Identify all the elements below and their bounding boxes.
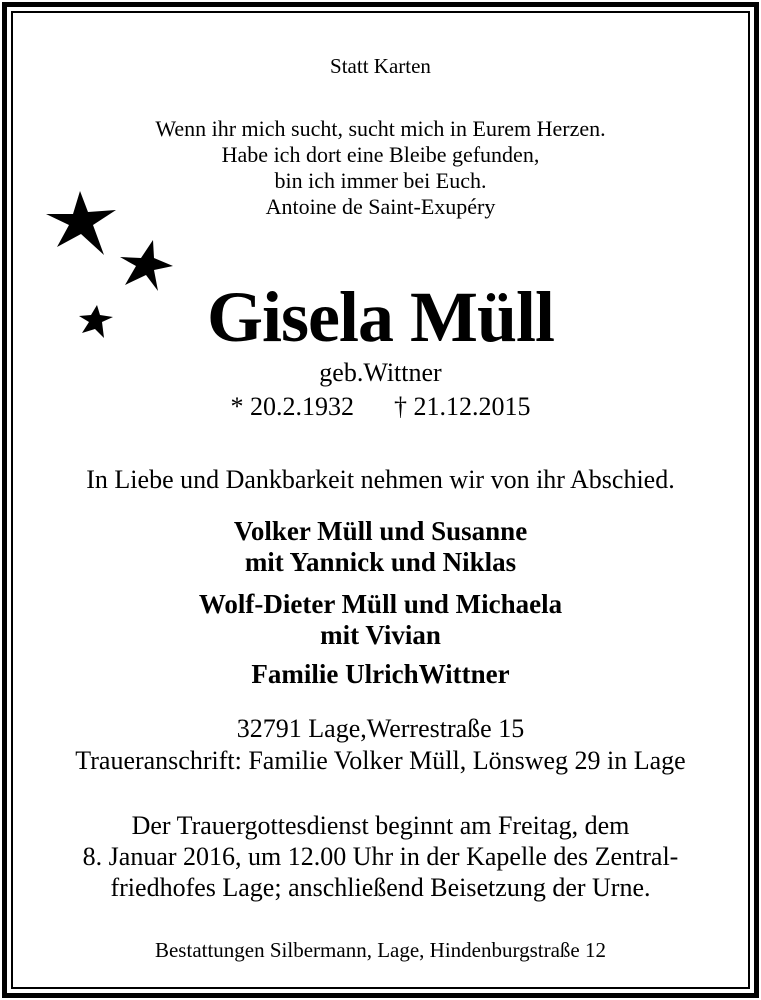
- quote-author: Antoine de Saint-Exupéry: [265, 194, 496, 219]
- statt-karten: Statt Karten: [330, 54, 431, 78]
- service-line-3: friedhofes Lage; anschließend Beisetzung der Urne.: [110, 873, 651, 902]
- birth-date: * 20.2.1932: [230, 392, 354, 421]
- life-dates: [0, 392, 761, 422]
- quote-line-3: bin ich immer bei Euch.: [274, 168, 487, 193]
- undertaker: Bestattungen Silbermann, Lage, Hindenburgstraße 12: [154, 938, 606, 962]
- mourner-line-2: mit Yannick und Niklas: [244, 547, 517, 577]
- mourner-line-4: mit Vivian: [320, 620, 441, 650]
- address-line-1: 32791 Lage,Werrestraße 15: [236, 714, 525, 743]
- deceased-name: Gisela Müll: [207, 277, 554, 357]
- death-date: † 21.12.2015: [394, 392, 531, 421]
- farewell-text: In Liebe und Dankbarkeit nehmen wir von ihr Abschied.: [86, 465, 675, 494]
- service-line-2: 8. Januar 2016, um 12.00 Uhr in der Kapelle des Zentral-: [82, 842, 679, 871]
- service-line-1: Der Trauergottesdienst beginnt am Freitag, dem: [131, 811, 630, 840]
- maiden-name: geb.Wittner: [319, 358, 442, 387]
- address-line-2: Traueranschrift: Familie Volker Müll, Lönsweg 29 in Lage: [75, 746, 686, 775]
- quote-line-1: Wenn ihr mich sucht, sucht mich in Eurem Herzen.: [155, 116, 606, 141]
- mourner-line-3: Wolf-Dieter Müll und Michaela: [198, 589, 563, 619]
- mourner-line-1: Volker Müll und Susanne: [233, 516, 528, 546]
- quote-line-2: Habe ich dort eine Bleibe gefunden,: [221, 142, 540, 167]
- mourner-line-5: Familie UlrichWittner: [251, 659, 510, 689]
